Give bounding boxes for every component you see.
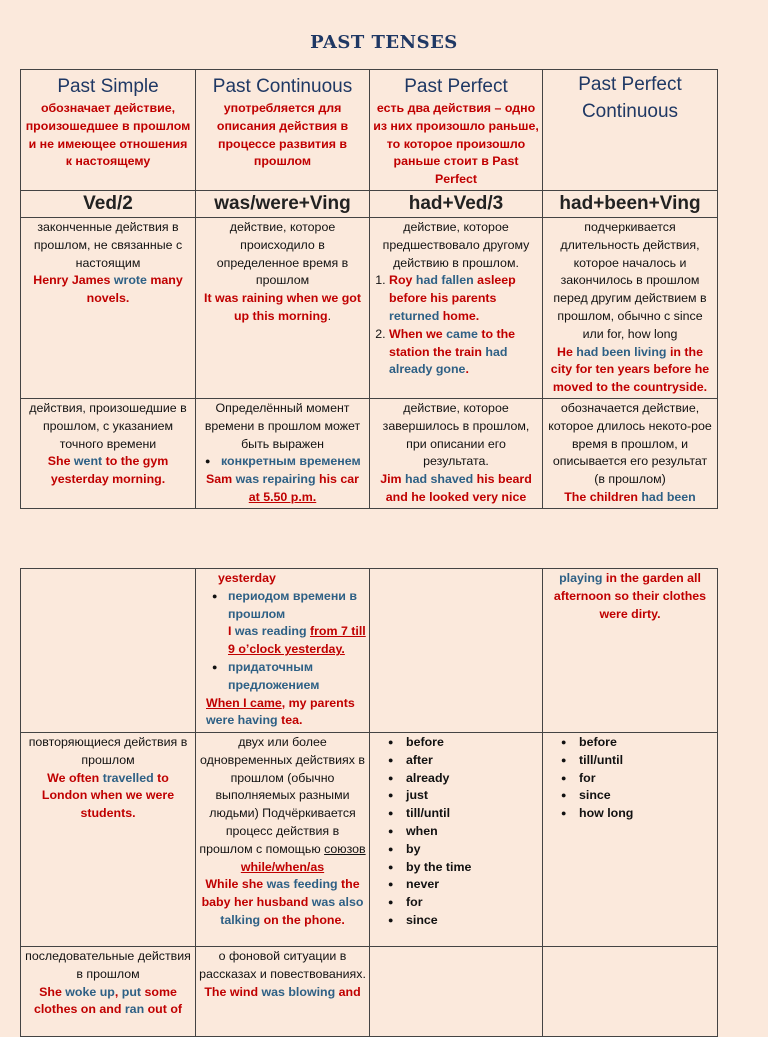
- cell-r3-past-simple: [21, 569, 196, 733]
- signal-word-item: ● already: [384, 770, 539, 788]
- header-past-perfect-continuous: Past Perfect Continuous: [543, 70, 718, 191]
- cell-r3-past-continuous: yesterday ● периодом времени в прошлом I was reading from 7 till 9 o’clock yesterday. ● придаточным предложением When I came, my parents were having tea.: [196, 569, 370, 733]
- header-past-perfect: Past Perfect есть два действия – одно из них произошло раньше, то которое произошло раньше стоит в Past Perfect: [370, 70, 543, 191]
- signal-word-item: ● since: [557, 787, 714, 805]
- cell-r5-past-perfect-continuous: [543, 947, 718, 1037]
- tenses-table-top: [20, 69, 718, 509]
- signal-word-item: ● for: [557, 770, 714, 788]
- formula-past-perfect-continuous: had+been+Ving: [543, 190, 718, 217]
- cell-r3-past-perfect-continuous: playing in the garden all afternoon so their clothes were dirty.: [543, 569, 718, 733]
- signal-word-item: ● never: [384, 876, 539, 894]
- signal-word-item: ● by the time: [384, 859, 539, 877]
- signal-word-item: ● for: [384, 894, 539, 912]
- signal-words-past-perfect-continuous: [543, 733, 718, 947]
- signal-word-item: ● by: [384, 841, 539, 859]
- cell-r1-past-simple: законченные действия в прошлом, не связанные с настоящим Henry James wrote many novels.: [21, 217, 196, 398]
- cell-r2-past-perfect: действие, которое завершилось в прошлом, при описании его результата. Jim had shaved his beard and he looked very nice: [370, 398, 543, 508]
- page-title: PAST TENSES: [310, 32, 458, 53]
- cell-r1-past-perfect: действие, которое предшествовало другому действию в прошлом. 1. Roy had fallen asleep before his parents returned home. 2. When we came to the station the train had already gone.: [370, 217, 543, 398]
- cell-r5-past-continuous: о фоновой ситуации в рассказах и повествованиях. The wind was blowing and: [196, 947, 370, 1037]
- formula-past-perfect: had+Ved/3: [370, 190, 543, 217]
- cell-r3-past-perfect: [370, 569, 543, 733]
- cell-r5-past-simple: последовательные действия в прошлом She woke up, put some clothes on and ran out of: [21, 947, 196, 1037]
- signal-word-item: ● till/until: [557, 752, 714, 770]
- formula-past-simple: Ved/2: [21, 190, 196, 217]
- cell-r5-past-perfect: [370, 947, 543, 1037]
- signal-word-item: ● since: [384, 912, 539, 930]
- header-past-simple: Past Simple обозначает действие, произошедшее в прошлом и не имеющее отношения к настоящему: [21, 70, 196, 191]
- formula-past-continuous: was/were+Ving: [196, 190, 370, 217]
- signal-word-item: ● just: [384, 787, 539, 805]
- tenses-table-bottom: [20, 568, 718, 1037]
- header-past-continuous: Past Continuous употребляется для описания действия в процессе развития в прошлом: [196, 70, 370, 191]
- cell-r1-past-continuous: действие, которое происходило в определенное время в прошлом It was raining when we got up this morning.: [196, 217, 370, 398]
- signal-word-item: ● before: [557, 734, 714, 752]
- signal-word-item: ● how long: [557, 805, 714, 823]
- signal-word-item: ● till/until: [384, 805, 539, 823]
- signal-word-item: ● when: [384, 823, 539, 841]
- cell-r4-past-continuous: двух или более одновременных действиях в прошлом (обычно выполняемых разными людьми) Подчёркивается процесс действия в прошлом с помощью союзов while/when/as While she was feeding the baby her husband was also talking on the phone.: [196, 733, 370, 947]
- cell-r2-past-continuous: Определённый момент времени в прошлом может быть выражен ● конкретным временем Sam was repairing his car at 5.50 p.m.: [196, 398, 370, 508]
- signal-words-past-perfect: [370, 733, 543, 947]
- cell-r4-past-simple: повторяющиеся действия в прошлом We often travelled to London when we were students.: [21, 733, 196, 947]
- signal-word-item: ● after: [384, 752, 539, 770]
- cell-r2-past-simple: действия, произошедшие в прошлом, с указанием точного времени She went to the gym yesterday morning.: [21, 398, 196, 508]
- cell-r1-past-perfect-continuous: подчеркивается длительность действия, которое началось и закончилось в прошлом перед другим действием в прошлом, обычно с since или for, how long He had been living in the city for ten years before he moved to the countryside.: [543, 217, 718, 398]
- cell-r2-past-perfect-continuous: обозначается действие, которое длилось некото-рое время в прошлом, и описывается его результат (в прошлом) The children had been: [543, 398, 718, 508]
- signal-word-item: ● before: [384, 734, 539, 752]
